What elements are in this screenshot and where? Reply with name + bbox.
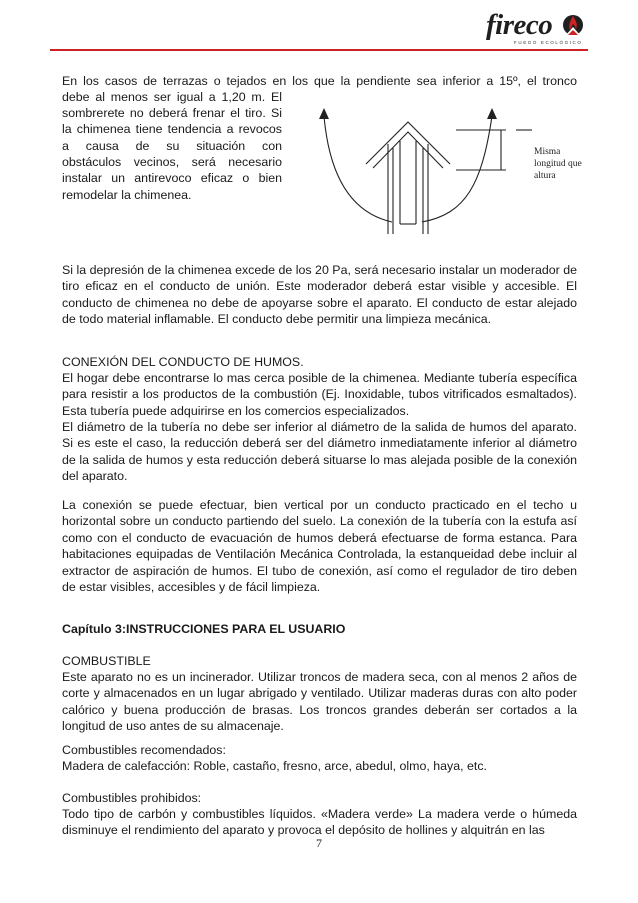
intro-line: obstáculos vecinos, será necesario xyxy=(62,155,282,169)
conexion-title: CONEXIÓN DEL CONDUCTO DE HUMOS. xyxy=(62,355,304,369)
conexion-paragraph-2: El diámetro de la tubería no debe ser inferior al diámetro de la salida de humos del aparato. Si es este el caso, la reducción deberá ser del diámetro inmediatamente inferior al diámetro de la salida de humos y esta reducción deberá situarse lo mas alejada posible de la conexión del aparato. xyxy=(62,420,577,484)
brand-wordmark: fireco xyxy=(486,9,553,41)
page-number: 7 xyxy=(316,836,322,850)
combustible-title: COMBUSTIBLE xyxy=(62,654,151,668)
fireco-logo xyxy=(486,10,586,46)
intro-first-line: En los casos de terrazas o tejados en los que la pendiente sea inferior a 15º, el tronco xyxy=(62,74,577,88)
intro-line: sombrerete no deberá frenar el tiro. Si xyxy=(62,106,282,120)
recomendados-text: Madera de calefacción: Roble, castaño, fresno, arce, abedul, olmo, haya, etc. xyxy=(62,759,487,773)
intro-line: debe al menos ser igual a 1,20 m. El xyxy=(62,90,282,104)
intro-line: instalar un antirevoco eficaz o bien xyxy=(62,171,282,185)
prohibidos-text: Todo tipo de carbón y combustibles líquidos. «Madera verde» La madera verde o húmeda disminuye el rendimiento del aparato y provoca el depósito de hollines y alquitrán en las xyxy=(62,807,577,838)
chapter-heading: Capítulo 3:INSTRUCCIONES PARA EL USUARIO xyxy=(62,622,346,636)
conexion-paragraph-1: El hogar debe encontrarse lo mas cerca posible de la chimenea. Mediante tubería específica para resistir a los productos de la combustión (Ej. Inoxidable, tubos vitrificados esmaltados). Esta tubería puede adquirirse en los comercios especializados. xyxy=(62,371,577,418)
intro-line: la chimenea tiene tendencia a revocos xyxy=(62,122,282,136)
diagram-label: Misma longitud que altura xyxy=(534,147,582,181)
intro-line: a causa de su situación con xyxy=(62,139,282,153)
combustible-paragraph: Este aparato no es un incinerador. Utilizar troncos de madera seca, con al menos 2 años de corte y almacenados en un lugar abrigado y ventilado. Utilizar maderas duras con alto poder calórico y buena producción de brasas. Los troncos grandes deberán ser cortados a la longitud de uso antes de su almacenaje. xyxy=(62,670,577,734)
recomendados-title: Combustibles recomendados: xyxy=(62,743,226,757)
flame-logo-icon xyxy=(562,13,584,41)
brand-tagline: FUEGO ECOLÓGICO xyxy=(514,40,583,45)
prohibidos-title: Combustibles prohibidos: xyxy=(62,791,202,805)
depresion-paragraph: Si la depresión de la chimenea excede de los 20 Pa, será necesario instalar un moderador de tiro eficaz en el conducto de unión. Este moderador deberá estar visible y accesible. El conducto de chimenea no debe de apoyarse sobre el aparato. El conducto de estar alejado de todo material inflamable. El conducto debe permitir una limpieza mecánica. xyxy=(62,263,577,327)
conexion-paragraph-3: La conexión se puede efectuar, bien vertical por un conducto practicado en el techo u horizontal sobre un conducto partiendo del suelo. La conexión de la tubería con la estufa así como con el conducto de evacuación de humos deberá efectuarse de forma estanca. Para habitaciones equipadas de Ventilación Mecánica Controlada, la estanqueidad debe incluir al extractor de aspiración de humos. El tubo de conexión, así como el regulador de tiro deben de estar visibles, accesibles y de fácil limpieza. xyxy=(62,498,577,595)
intro-line: remodelar la chimenea. xyxy=(62,188,192,202)
header-rule xyxy=(50,49,588,51)
